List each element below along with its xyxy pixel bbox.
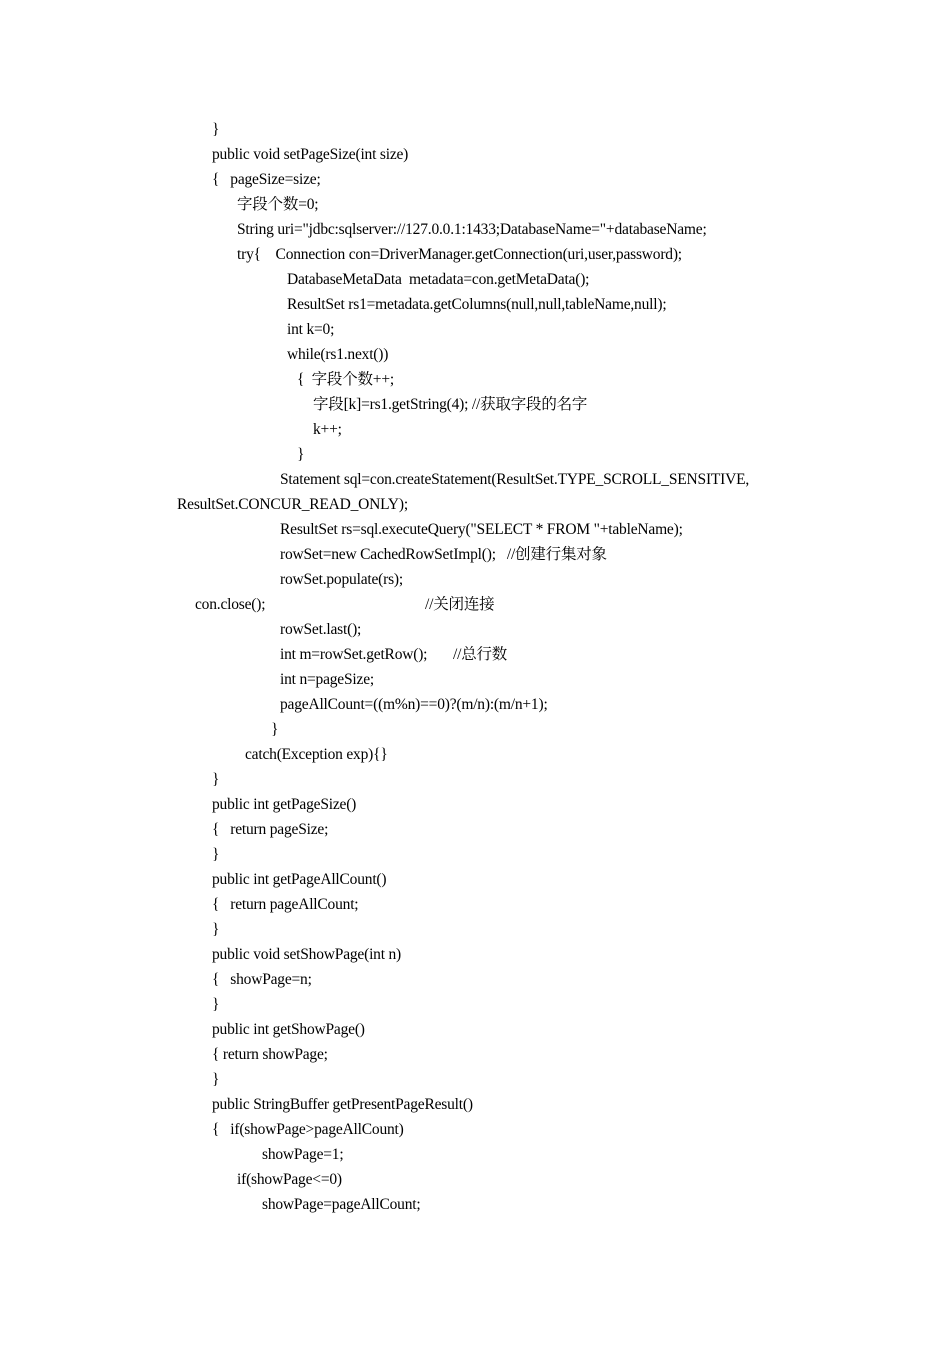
code-line: public int getPageAllCount() — [212, 871, 387, 888]
code-line: } — [212, 121, 220, 138]
code-line: } — [212, 996, 220, 1013]
code-line: con.close(); — [195, 596, 266, 613]
code-line: showPage=pageAllCount; — [262, 1196, 421, 1213]
code-line: catch(Exception exp){} — [245, 746, 388, 763]
code-line: int m=rowSet.getRow(); //总行数 — [280, 646, 508, 663]
code-line: ResultSet.CONCUR_READ_ONLY); — [177, 496, 408, 513]
code-line: } — [212, 771, 220, 788]
code-line: { return pageSize; — [212, 821, 329, 838]
code-line: } — [297, 446, 305, 463]
code-line: { return pageAllCount; — [212, 896, 359, 913]
code-line: int n=pageSize; — [280, 671, 374, 688]
code-line: k++; — [313, 421, 342, 438]
code-line: public int getShowPage() — [212, 1021, 365, 1038]
code-line: try{ Connection con=DriverManager.getConnection(uri,user,password); — [237, 246, 682, 263]
code-line: 字段个数=0; — [237, 196, 319, 213]
code-line: rowSet.last(); — [280, 621, 362, 638]
code-line: rowSet.populate(rs); — [280, 571, 403, 588]
code-line: int k=0; — [287, 321, 335, 338]
code-line: ResultSet rs=sql.executeQuery("SELECT * FROM "+tableName); — [280, 521, 683, 538]
code-line: DatabaseMetaData metadata=con.getMetaData(); — [287, 271, 590, 288]
code-line: public void setPageSize(int size) — [212, 146, 409, 163]
code-line: } — [212, 921, 220, 938]
code-comment: //关闭连接 — [425, 596, 495, 613]
code-line: { pageSize=size; — [212, 171, 321, 188]
code-line: public StringBuffer getPresentPageResult() — [212, 1096, 473, 1113]
code-line: } — [212, 1071, 220, 1088]
code-line: while(rs1.next()) — [287, 346, 389, 363]
code-line: ResultSet rs1=metadata.getColumns(null,null,tableName,null); — [287, 296, 667, 313]
code-line: } — [271, 721, 279, 738]
code-line: { 字段个数++; — [297, 371, 394, 388]
code-line: Statement sql=con.createStatement(ResultSet.TYPE_SCROLL_SENSITIVE, — [280, 471, 750, 488]
code-line: rowSet=new CachedRowSetImpl(); //创建行集对象 — [280, 546, 607, 563]
code-line: { return showPage; — [212, 1046, 328, 1063]
code-line: 字段[k]=rs1.getString(4); //获取字段的名字 — [313, 396, 588, 413]
code-line: public int getPageSize() — [212, 796, 357, 813]
code-line: if(showPage<=0) — [237, 1171, 342, 1188]
code-line: String uri="jdbc:sqlserver://127.0.0.1:1433;DatabaseName="+databaseName; — [237, 221, 707, 238]
code-line: public void setShowPage(int n) — [212, 946, 402, 963]
code-line: { showPage=n; — [212, 971, 312, 988]
code-line: { if(showPage>pageAllCount) — [212, 1121, 404, 1138]
code-line: } — [212, 846, 220, 863]
code-line: pageAllCount=((m%n)==0)?(m/n):(m/n+1); — [280, 696, 548, 713]
code-line: showPage=1; — [262, 1146, 344, 1163]
